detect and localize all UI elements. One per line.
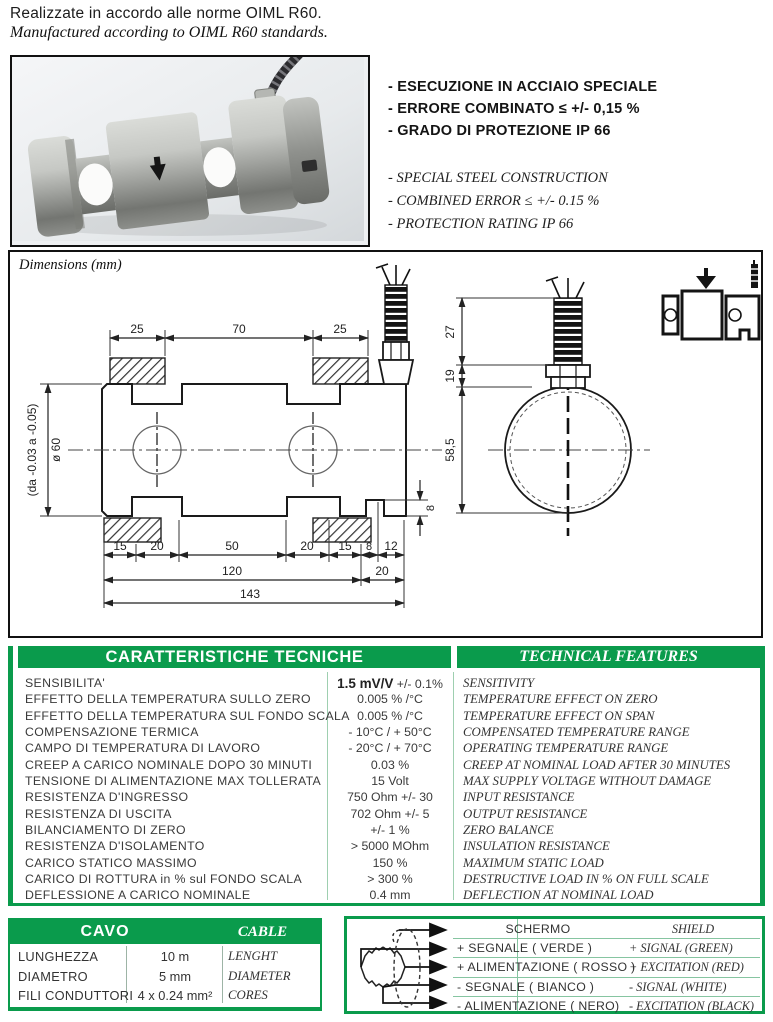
- spec-value-main: 1.5 mV/V: [337, 676, 394, 691]
- connection-label-it: - ALIMENTAZIONE ( NERO): [457, 998, 620, 1013]
- dim-label: 25: [333, 322, 347, 336]
- spec-label-it: SENSIBILITA': [25, 676, 106, 690]
- spec-label-it: DEFLESSIONE A CARICO NOMINALE: [25, 888, 251, 903]
- load-direction-icon: [663, 260, 759, 339]
- spec-value: 750 Ohm +/- 30: [347, 790, 433, 805]
- spec-label-en: MAX SUPPLY VOLTAGE WITHOUT DAMAGE: [463, 774, 712, 789]
- spec-value: 15 Volt: [371, 774, 409, 789]
- spec-value: 0.4 mm: [369, 888, 411, 903]
- connection-row: [453, 997, 760, 1015]
- cable-row: [10, 968, 320, 988]
- spec-row: [13, 740, 760, 756]
- spec-label-en: SENSITIVITY: [463, 676, 535, 690]
- spec-label-en: TEMPERATURE EFFECT ON SPAN: [463, 708, 655, 723]
- spec-row: [13, 887, 760, 903]
- feature-it: - ERRORE COMBINATO ≤ +/- 0,15 %: [388, 101, 640, 117]
- spec-row: [13, 691, 760, 707]
- dimensions-title: Dimensions (mm): [19, 257, 122, 273]
- spec-row: [13, 675, 760, 691]
- cable-value: 4 x 0.24 mm²: [137, 988, 213, 1003]
- spec-value: - 10°C / + 50°C: [348, 725, 432, 740]
- feature-list-italian: [388, 76, 770, 142]
- connection-table: [453, 920, 760, 1013]
- cable-label-it: DIAMETRO: [18, 968, 88, 984]
- dim-label: 120: [221, 564, 243, 578]
- dim-label: 15: [338, 539, 352, 553]
- dimensions-panel: [8, 250, 763, 638]
- dim-label: 143: [239, 587, 261, 601]
- spec-row: [13, 757, 760, 773]
- spec-label-en: CREEP AT NOMINAL LOAD AFTER 30 MINUTES: [463, 757, 731, 772]
- cable-section: [8, 918, 322, 1011]
- feature-list: [388, 76, 770, 236]
- cable-row: [10, 948, 320, 968]
- spec-value: > 300 %: [367, 872, 413, 887]
- technical-drawing: [10, 252, 761, 636]
- spec-row: [13, 724, 760, 740]
- spec-value: +/- 1 %: [370, 823, 410, 838]
- connection-section: [344, 916, 765, 1014]
- cable-label-en: LENGHT: [228, 949, 278, 963]
- dim-label: 12: [384, 539, 398, 553]
- spec-label-it: CAMPO DI TEMPERATURA DI LAVORO: [25, 741, 261, 756]
- dim-label: 15: [113, 539, 127, 553]
- spec-value: 702 Ohm +/- 5: [350, 806, 430, 821]
- spec-title-italian: CARATTERISTICHE TECNICHE: [18, 646, 451, 668]
- spec-label-en: OUTPUT RESISTANCE: [463, 806, 588, 821]
- spec-label-en: INSULATION RESISTANCE: [463, 839, 610, 854]
- spec-label-it: EFFETTO DELLA TEMPERATURA SULLO ZERO: [25, 692, 311, 707]
- spec-value: 150 %: [372, 855, 408, 870]
- spec-label-en: TEMPERATURE EFFECT ON ZERO: [463, 692, 658, 707]
- spec-value: [328, 676, 452, 691]
- cable-value: 10 m: [160, 949, 190, 964]
- connection-label-it: - SEGNALE ( BIANCO ): [457, 979, 595, 994]
- dim-label: 20: [150, 539, 164, 553]
- cable-label-en: DIAMETER: [228, 968, 291, 983]
- connection-label-en: - SIGNAL (WHITE): [629, 979, 727, 994]
- spec-label-it: EFFETTO DELLA TEMPERATURA SUL FONDO SCALA: [25, 708, 350, 723]
- feature-en: - SPECIAL STEEL CONSTRUCTION: [388, 170, 608, 186]
- connection-label-en: - EXCITATION (BLACK): [629, 998, 755, 1013]
- header-line-english: Manufactured according to OIML R60 standards.: [10, 24, 328, 41]
- feature-en: - COMBINED ERROR ≤ +/- 0.15 %: [388, 193, 600, 209]
- cable-label-it: FILI CONDUTTORI: [18, 988, 134, 1003]
- front-view: [25, 264, 442, 608]
- feature-it: - ESECUZIONE IN ACCIAIO SPECIALE: [388, 79, 658, 95]
- load-cell-photo-illustration: [12, 57, 364, 241]
- spec-row: [13, 871, 760, 887]
- spec-label-it: CREEP A CARICO NOMINALE DOPO 30 MINUTI: [25, 757, 313, 772]
- dim-label: 70: [232, 322, 246, 336]
- spec-row: [13, 806, 760, 822]
- spec-label-it: BILANCIAMENTO DI ZERO: [25, 823, 186, 838]
- cable-label-en: CORES: [228, 988, 268, 1002]
- spec-label-en: DESTRUCTIVE LOAD IN % ON FULL SCALE: [463, 872, 709, 887]
- feature-it: - GRADO DI PROTEZIONE IP 66: [388, 123, 611, 139]
- spec-row: [13, 838, 760, 854]
- connection-label-it: + SEGNALE ( VERDE ): [457, 941, 593, 956]
- spec-label-en: OPERATING TEMPERATURE RANGE: [463, 741, 669, 756]
- feature-en: - PROTECTION RATING IP 66: [388, 216, 574, 232]
- spec-row: [13, 789, 760, 805]
- dim-label: 50: [225, 539, 239, 553]
- spec-value: > 5000 MOhm: [350, 839, 430, 854]
- spec-label-it: RESISTENZA DI USCITA: [25, 806, 172, 821]
- dim-label: 25: [130, 322, 144, 336]
- spec-label-en: COMPENSATED TEMPERATURE RANGE: [463, 725, 690, 740]
- spec-label-it: COMPENSAZIONE TERMICA: [25, 725, 199, 740]
- dim-label-notch: 8: [425, 504, 437, 512]
- dim-label: 19: [443, 369, 457, 383]
- dim-label: 20: [300, 539, 314, 553]
- connection-row: [453, 958, 760, 977]
- dim-label: 8: [365, 541, 373, 553]
- cable-title-italian: CAVO: [80, 923, 130, 940]
- connection-row: [453, 920, 760, 939]
- connection-label-en: SHIELD: [671, 922, 715, 936]
- dim-label-diameter: ø 60: [49, 437, 63, 463]
- dim-label: 27: [443, 325, 457, 339]
- connection-label-it: + ALIMENTAZIONE ( ROSSO ): [457, 960, 636, 975]
- dim-label: 58,5: [443, 438, 457, 462]
- spec-row: [13, 708, 760, 724]
- cable-title-english: CABLE: [237, 924, 288, 940]
- spec-label-en: ZERO BALANCE: [463, 823, 554, 838]
- spec-title-english: TECHNICAL FEATURES: [457, 646, 760, 668]
- spec-row: [13, 822, 760, 838]
- header-line-italian: Realizzate in accordo alle norme OIML R60.: [10, 5, 322, 22]
- spec-label-it: CARICO STATICO MASSIMO: [25, 855, 197, 870]
- connection-row: [453, 939, 760, 958]
- spec-label-it: RESISTENZA D'INGRESSO: [25, 790, 189, 805]
- spec-value: 0.005 % /°C: [357, 708, 423, 723]
- wheatstone-bridge-diagram: [349, 921, 451, 1009]
- connection-label-it: SCHERMO: [505, 922, 571, 936]
- spec-label-it: CARICO DI ROTTURA in % sul FONDO SCALA: [25, 872, 303, 887]
- cable-value: 5 mm: [159, 968, 191, 984]
- spec-value: - 20°C / + 70°C: [348, 741, 432, 756]
- side-view: [443, 277, 650, 536]
- cable-row: [10, 987, 320, 1007]
- connection-label-en: + EXCITATION (RED): [629, 960, 744, 975]
- spec-row: [13, 855, 760, 871]
- product-photo: [10, 55, 370, 247]
- spec-label-it: TENSIONE DI ALIMENTAZIONE MAX TOLLERATA: [25, 774, 322, 789]
- cable-table: [10, 948, 320, 1007]
- spec-section: [8, 646, 765, 906]
- cable-label-it: LUNGHEZZA: [18, 949, 99, 964]
- dim-label: 20: [375, 564, 389, 578]
- dim-label-tolerance: (da -0.03 a -0.05): [25, 403, 39, 497]
- spec-label-en: DEFLECTION AT NOMINAL LOAD: [463, 888, 654, 903]
- connection-row: [453, 978, 760, 997]
- spec-table: [13, 675, 760, 904]
- cable-header: [10, 920, 320, 944]
- spec-value-tolerance: +/- 0.1%: [393, 677, 443, 691]
- feature-list-english: [388, 167, 770, 236]
- spec-value: 0.005 % /°C: [357, 692, 423, 707]
- spec-row: [13, 773, 760, 789]
- spec-label-it: RESISTENZA D'ISOLAMENTO: [25, 839, 205, 854]
- spec-label-en: INPUT RESISTANCE: [463, 790, 575, 805]
- connection-label-en: + SIGNAL (GREEN): [629, 941, 733, 956]
- spec-value: 0.03 %: [370, 757, 410, 772]
- spec-label-en: MAXIMUM STATIC LOAD: [463, 855, 604, 870]
